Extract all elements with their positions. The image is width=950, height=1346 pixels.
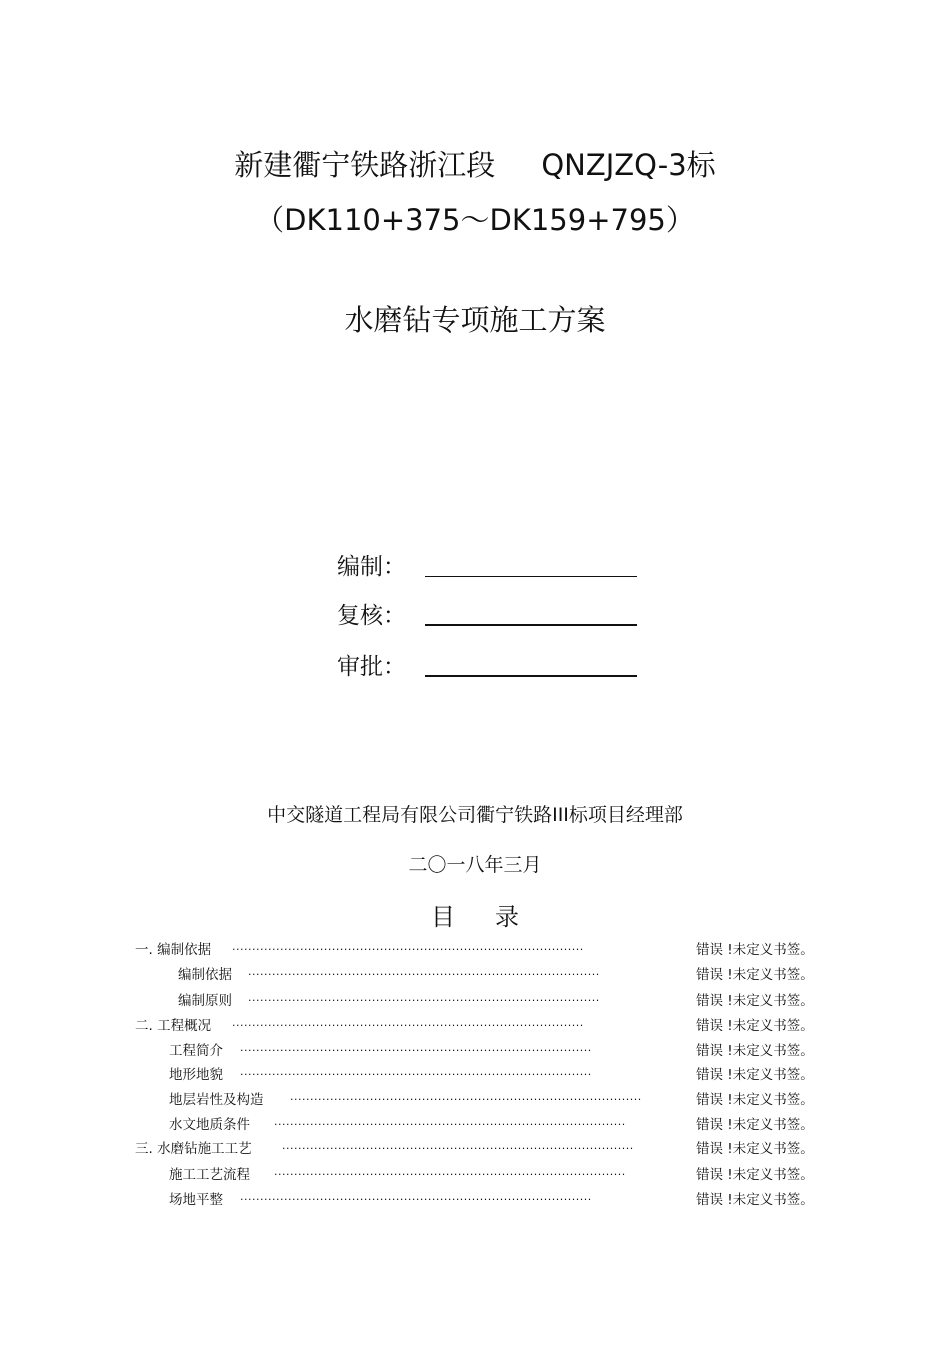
toc-entry-page: 错误 !未定义书签。 [696, 1192, 814, 1208]
toc-entry[interactable] [0, 1113, 950, 1137]
toc-leader-dots: ........................................................................................ [248, 991, 600, 1004]
toc-entry[interactable] [0, 1163, 950, 1187]
compile-row [337, 548, 647, 588]
toc-entry-page: 错误 !未定义书签。 [696, 942, 814, 958]
toc-leader-dots: ........................................................................................ [248, 965, 600, 978]
toc-leader-dots: ........................................................................................ [232, 1016, 584, 1029]
toc-leader-dots: ........................................................................................ [240, 1041, 592, 1054]
approve-signature-line [425, 675, 637, 677]
toc-leader-dots: ........................................................................................ [282, 1139, 634, 1152]
toc-entry-page: 错误 !未定义书签。 [696, 1092, 814, 1108]
toc-entry[interactable] [0, 989, 950, 1013]
toc-leader-dots: ........................................................................................ [240, 1190, 592, 1203]
toc-entry-page: 错误 !未定义书签。 [696, 1117, 814, 1133]
document-title-plan: 水磨钻专项施工方案 [344, 303, 606, 337]
title-project-name: 新建衢宁铁路浙江段 [234, 148, 496, 182]
toc-entry[interactable] [0, 1137, 950, 1161]
toc-entry-label: 地层岩性及构造 [169, 1092, 264, 1108]
toc-entry[interactable] [0, 1039, 950, 1063]
toc-leader-dots: ........................................................................................ [274, 1115, 626, 1128]
toc-entry[interactable] [0, 1063, 950, 1087]
toc-leader-dots: ........................................................................................ [290, 1090, 642, 1103]
toc-entry-page: 错误 !未定义书签。 [696, 1018, 814, 1034]
toc-entry-page: 错误 !未定义书签。 [696, 1067, 814, 1083]
title-section-suffix: 标 [686, 148, 716, 182]
toc-entry[interactable] [0, 938, 950, 962]
review-signature-line [425, 624, 637, 626]
review-row [337, 597, 647, 637]
review-label: 复核： [337, 603, 406, 629]
toc-entry-label: 编制依据 [178, 967, 232, 983]
title-section-code: QNZJZQ-3 [541, 148, 687, 182]
toc-entry-page: 错误 !未定义书签。 [696, 993, 814, 1009]
approve-row [337, 648, 647, 688]
toc-heading-char-1: 目 [431, 903, 455, 931]
toc-entry-label: 工程简介 [169, 1043, 223, 1059]
document-title-mileage: （DK110+375～DK159+795） [255, 203, 695, 237]
approve-label: 审批： [337, 654, 406, 680]
compile-signature-line [425, 576, 637, 577]
toc-entry[interactable] [0, 1088, 950, 1112]
toc-leader-dots: ........................................................................................ [232, 940, 584, 953]
toc-leader-dots: ........................................................................................ [274, 1165, 626, 1178]
toc-heading-char-2: 录 [495, 903, 519, 931]
toc-entry-page: 错误 !未定义书签。 [696, 1141, 814, 1157]
document-title-line1 [0, 143, 950, 184]
toc-entry[interactable] [0, 1014, 950, 1038]
toc-entry-label: 地形地貌 [169, 1067, 223, 1083]
toc-entry-label: 二. 工程概况 [135, 1018, 212, 1034]
toc-leader-dots: ........................................................................................ [240, 1065, 592, 1078]
toc-entry-label: 一. 编制依据 [135, 942, 212, 958]
organization-name: 中交隧道工程局有限公司衢宁铁路III标项目经理部 [267, 804, 683, 826]
toc-entry-label: 三. 水磨钻施工工艺 [135, 1141, 252, 1157]
toc-entry-page: 错误 !未定义书签。 [696, 1167, 814, 1183]
toc-entry-label: 编制原则 [178, 993, 232, 1009]
toc-entry-label: 场地平整 [169, 1192, 223, 1208]
compile-label: 编制： [337, 554, 406, 580]
toc-entry-page: 错误 !未定义书签。 [696, 1043, 814, 1059]
toc-entry-label: 水文地质条件 [169, 1117, 250, 1133]
toc-entry[interactable] [0, 963, 950, 987]
toc-heading [0, 897, 950, 932]
toc-entry-label: 施工工艺流程 [169, 1167, 250, 1183]
toc-entry[interactable] [0, 1188, 950, 1212]
document-date: 二〇一八年三月 [408, 854, 542, 876]
toc-entry-page: 错误 !未定义书签。 [696, 967, 814, 983]
